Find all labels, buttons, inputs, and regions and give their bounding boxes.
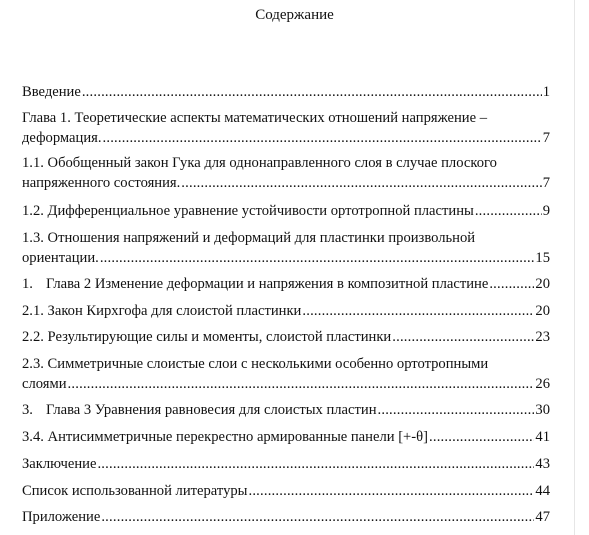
toc-entry-text: напряженного состояния. bbox=[22, 175, 181, 191]
toc-entry-text: Приложение bbox=[22, 509, 101, 525]
toc-leader-dots bbox=[378, 400, 535, 420]
toc-entry-text: Глава 3 Уравнения равновесия для слоистых пластин bbox=[46, 402, 377, 418]
toc-leader-dots bbox=[82, 82, 542, 102]
toc-entry-section-1-1[interactable] bbox=[22, 153, 550, 193]
toc-page-number: 47 bbox=[535, 509, 550, 525]
toc-entry-text-line1: 1.1. Обобщенный закон Гука для однонаправленного слоя в случае плоского bbox=[22, 155, 497, 171]
toc-entry-conclusion[interactable] bbox=[22, 454, 550, 474]
toc-entry-section-1-2[interactable] bbox=[22, 201, 550, 221]
toc-leader-dots bbox=[302, 301, 534, 321]
toc-leader-dots bbox=[475, 201, 542, 221]
toc-entry-section-1-3[interactable] bbox=[22, 228, 550, 268]
toc-entry-text-line1: 2.3. Симметричные слоистые слои с несколькими особенно ортотропными bbox=[22, 356, 489, 372]
toc-page-number: 15 bbox=[535, 250, 550, 266]
toc-page-number: 7 bbox=[542, 130, 550, 146]
toc-leader-dots bbox=[181, 173, 541, 193]
toc-page-number: 26 bbox=[535, 376, 550, 392]
toc-page-number: 30 bbox=[535, 402, 550, 418]
toc-page-number: 7 bbox=[542, 175, 550, 191]
toc-title: Содержание bbox=[255, 7, 334, 23]
toc-leader-dots bbox=[68, 374, 535, 394]
toc-entry-text: 3.4. Антисимметричные перекрестно армированные панели [+-θ] bbox=[22, 429, 428, 445]
toc-leader-dots bbox=[392, 327, 534, 347]
toc-leader-dots bbox=[489, 274, 534, 294]
toc-entry-text: Глава 2 Изменение деформации и напряжения в композитной пластине bbox=[46, 276, 489, 292]
toc-entry-text: ориентации. bbox=[22, 250, 99, 266]
toc-entry-introduction[interactable] bbox=[22, 82, 550, 102]
toc-page-number: 41 bbox=[535, 429, 550, 445]
toc-entry-bibliography[interactable] bbox=[22, 481, 550, 501]
toc-entry-section-2-3[interactable] bbox=[22, 354, 550, 394]
toc-page-number: 9 bbox=[542, 203, 550, 219]
toc-entry-text-line1: Глава 1. Теоретические аспекты математических отношений напряжение – bbox=[22, 110, 487, 126]
toc-page-number: 1 bbox=[542, 84, 550, 100]
toc-entry-text: Введение bbox=[22, 84, 81, 100]
toc-entry-section-3-4[interactable] bbox=[22, 427, 550, 447]
page-edge bbox=[574, 0, 575, 535]
toc-entry-chapter-2[interactable] bbox=[22, 274, 550, 294]
toc-page-number: 43 bbox=[535, 456, 550, 472]
toc-page-number: 23 bbox=[535, 329, 550, 345]
toc-entry-number: 3. bbox=[22, 402, 33, 418]
toc-entry-text: 2.2. Результирующие силы и моменты, слоистой пластинки bbox=[22, 329, 392, 345]
toc-entry-text: Заключение bbox=[22, 456, 97, 472]
toc-leader-dots bbox=[103, 128, 542, 148]
toc-entry-section-2-2[interactable] bbox=[22, 327, 550, 347]
toc-page-number: 44 bbox=[535, 483, 550, 499]
toc-entry-text-line1: 1.3. Отношения напряжений и деформаций для пластинки произвольной bbox=[22, 230, 476, 246]
toc-entry-text: Список использованной литературы bbox=[22, 483, 248, 499]
toc-page-number: 20 bbox=[535, 303, 550, 319]
toc-entry-text: 1.2. Дифференциальное уравнение устойчивости ортотропной пластины bbox=[22, 203, 474, 219]
toc-entry-text: деформация. bbox=[22, 130, 102, 146]
toc-leader-dots bbox=[101, 507, 534, 527]
toc-entry-text: слоями bbox=[22, 376, 67, 392]
toc-entry-text: 2.1. Закон Кирхгофа для слоистой пластинки bbox=[22, 303, 302, 319]
toc-leader-dots bbox=[97, 454, 534, 474]
toc-leader-dots bbox=[100, 248, 535, 268]
toc-page-number: 20 bbox=[535, 276, 550, 292]
toc-entry-chapter-3[interactable] bbox=[22, 400, 550, 420]
toc-entry-chapter-1[interactable] bbox=[22, 108, 550, 148]
toc-entry-number: 1. bbox=[22, 276, 33, 292]
toc-entry-section-2-1[interactable] bbox=[22, 301, 550, 321]
toc-entry-appendix[interactable] bbox=[22, 507, 550, 527]
toc-leader-dots bbox=[429, 427, 534, 447]
toc-leader-dots bbox=[248, 481, 534, 501]
